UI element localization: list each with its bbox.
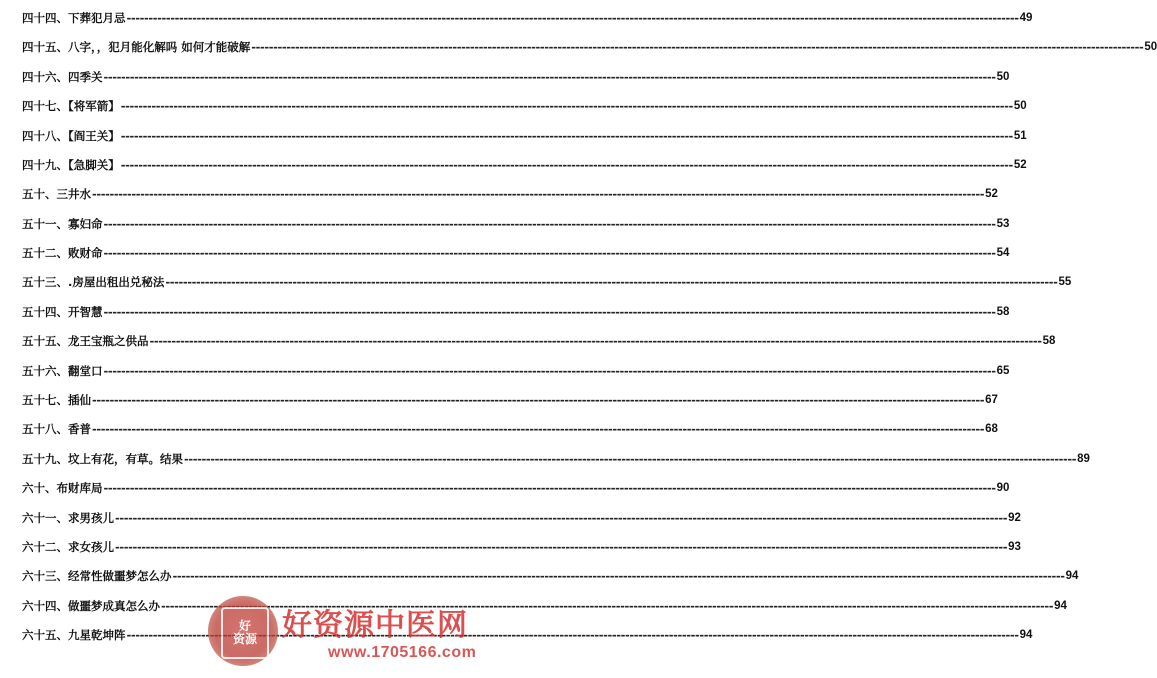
seal-text-top: 好	[238, 619, 251, 634]
toc-entry[interactable]	[22, 151, 1027, 180]
toc-dot-leader	[104, 366, 996, 378]
toc-dot-leader	[165, 277, 1057, 289]
toc-dot-leader	[92, 424, 984, 436]
toc-dot-leader	[184, 454, 1076, 466]
toc-entry-title: 四十四、下葬犯月忌	[22, 10, 126, 25]
toc-dot-leader	[127, 13, 1019, 25]
toc-entry-title: 四十六、四季关	[22, 69, 103, 84]
toc-dot-leader	[115, 513, 1007, 525]
toc-entry-page: 52	[1013, 158, 1027, 171]
toc-dot-leader	[104, 72, 996, 84]
toc-entry-page: 65	[996, 364, 1010, 377]
toc-entry[interactable]	[22, 239, 1010, 268]
toc-entry-title: 五十二、败财命	[22, 246, 103, 261]
toc-entry[interactable]	[22, 445, 1090, 474]
toc-entry-page: 89	[1077, 452, 1090, 465]
toc-entry-page: 50	[1144, 41, 1157, 54]
toc-entry-title: 六十三、经常性做噩梦怎么办	[22, 569, 172, 584]
watermark-brand: 好资源中医网	[282, 608, 468, 643]
toc-entry-title: 四十九、【急脚关】	[22, 157, 120, 172]
toc-entry[interactable]	[22, 269, 1072, 298]
toc-dot-leader	[92, 395, 984, 407]
toc-entry[interactable]	[22, 357, 1010, 386]
toc-entry-page: 68	[985, 423, 998, 436]
watermark	[200, 592, 477, 678]
toc-entry[interactable]	[22, 210, 1010, 239]
toc-entry-page: 94	[1054, 599, 1067, 612]
seal-frame	[221, 607, 269, 659]
toc-entry-title: 六十一、求男孩儿	[22, 510, 114, 525]
toc-entry[interactable]	[22, 533, 1021, 562]
toc-entry-title: 五十六、翻堂口	[22, 363, 103, 378]
toc-entry[interactable]	[22, 386, 998, 415]
toc-entry-page: 51	[1013, 129, 1027, 142]
toc-entry[interactable]	[22, 92, 1027, 121]
toc-entry-title: 五十五、龙王宝瓶之供品	[22, 334, 149, 349]
toc-entry-title: 四十五、八字，，犯月能化解吗 如何才能破解	[22, 40, 251, 55]
toc-entry-page: 50	[1013, 100, 1027, 113]
watermark-url: www.1705166.com	[328, 644, 477, 661]
toc-entry-page: 92	[1008, 511, 1021, 524]
toc-entry-title: 六十四、做噩梦成真怎么办	[22, 598, 160, 613]
toc-entry-title: 五十、三井水	[22, 187, 91, 202]
toc-entry[interactable]	[22, 33, 1157, 62]
toc-dot-leader	[115, 542, 1007, 554]
toc-dot-leader	[104, 483, 996, 495]
toc-entry[interactable]	[22, 122, 1027, 151]
toc-entry-page: 90	[996, 482, 1010, 495]
toc-entry-page: 53	[996, 217, 1010, 230]
toc-dot-leader	[121, 101, 1013, 113]
toc-entry[interactable]	[22, 504, 1021, 533]
toc-dot-leader	[104, 248, 996, 260]
toc-dot-leader	[104, 219, 996, 231]
toc-entry[interactable]	[22, 474, 1010, 503]
toc-entry-page: 94	[1019, 629, 1033, 642]
toc-entry-page: 49	[1019, 11, 1033, 24]
toc-entry[interactable]	[22, 415, 998, 444]
toc-entry[interactable]	[22, 180, 998, 209]
toc-entry-page: 54	[996, 247, 1010, 260]
toc-entry[interactable]	[22, 298, 1010, 327]
toc-entry-title: 六十、布财库局	[22, 481, 103, 496]
seal-logo	[208, 596, 278, 666]
toc-entry-title: 六十二、求女孩儿	[22, 539, 114, 554]
toc-dot-leader	[173, 571, 1065, 583]
toc-entry-page: 55	[1058, 276, 1072, 289]
toc-dot-leader	[104, 307, 996, 319]
toc-entry[interactable]	[22, 4, 1033, 33]
toc-entry[interactable]	[22, 327, 1056, 356]
toc-entry-title: 五十八、香普	[22, 422, 91, 437]
toc-dot-leader	[251, 42, 1143, 54]
toc-entry-title: 四十八、【阎王关】	[22, 128, 120, 143]
toc-entry-title: 六十五、九星乾坤阵	[22, 628, 126, 643]
toc-dot-leader	[92, 189, 984, 201]
table-of-contents	[22, 4, 1157, 651]
toc-dot-leader	[150, 336, 1042, 348]
toc-entry-page: 52	[985, 188, 998, 201]
toc-entry-page: 67	[985, 394, 998, 407]
toc-entry-title: 五十一、寡妇命	[22, 216, 103, 231]
toc-entry-title: 五十七、插仙	[22, 393, 91, 408]
toc-entry-page: 58	[1042, 335, 1056, 348]
toc-entry[interactable]	[22, 63, 1010, 92]
toc-entry-page: 50	[996, 70, 1010, 83]
toc-entry-title: 五十三、.房屋出租出兑秘法	[22, 275, 165, 290]
toc-entry-page: 93	[1008, 540, 1021, 553]
toc-entry-title: 五十九、坟上有花，有草。结果	[22, 451, 183, 466]
toc-entry[interactable]	[22, 562, 1079, 591]
toc-entry-page: 94	[1065, 570, 1079, 583]
toc-dot-leader	[121, 131, 1013, 143]
toc-entry-title: 五十四、开智慧	[22, 304, 103, 319]
toc-entry-page: 58	[996, 305, 1010, 318]
toc-entry-title: 四十七、【将军箭】	[22, 99, 120, 114]
toc-dot-leader	[121, 160, 1013, 172]
seal-text-bottom: 资源	[232, 632, 257, 646]
